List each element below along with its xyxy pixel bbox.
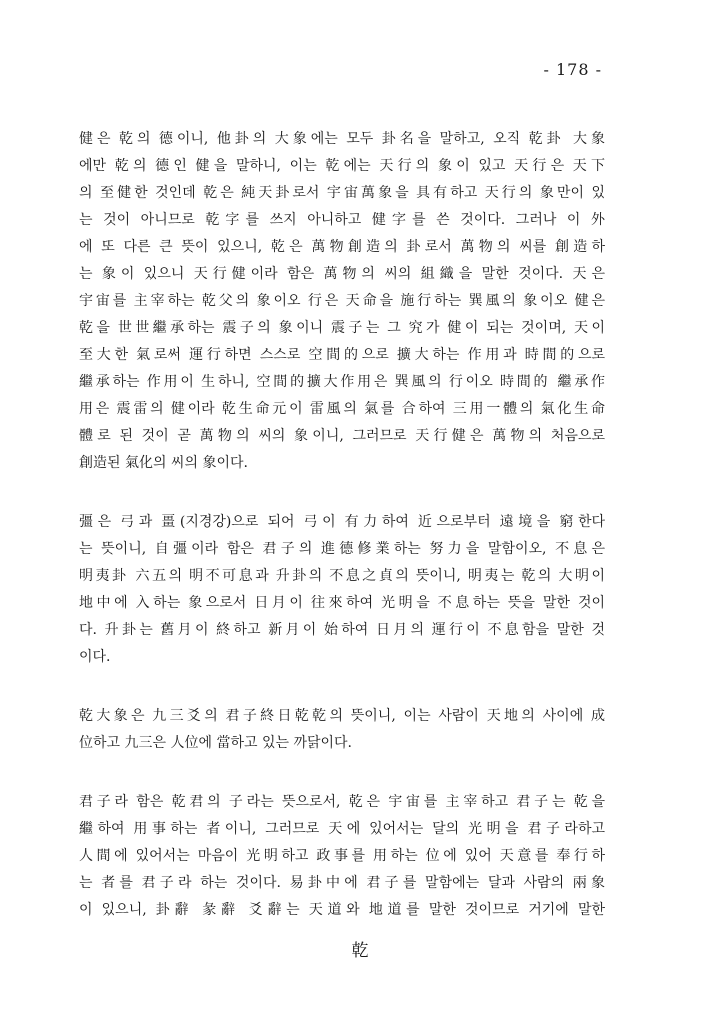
body-text	[79, 126, 605, 956]
text-line: 人間에 있어서는 마음이 光明하고 政事를 用하는 位에 있어 天意를 奉行하	[79, 848, 605, 864]
text-line: 體로 된 것이 곧 萬物의 씨의 象이니, 그러므로 天行健은 萬物의 처음으로	[79, 428, 605, 444]
text-line: 는 것이 아니므로 乾字를 쓰지 아니하고 健字를 쓴 것이다. 그러나 이 外	[79, 212, 605, 228]
text-line: 는 뜻이니, 自彊이라 함은 君子의 進德修業하는 努力을 말함이오, 不息은	[79, 541, 605, 557]
text-line: 는 象이 있으니 天行健이라 함은 萬物의 씨의 組織을 말한 것이다. 天은	[79, 266, 605, 282]
text-line: 君子라 함은 乾君의 子라는 뜻으로서, 乾은 宇宙를 主宰하고 君子는 乾을	[79, 794, 605, 810]
text-line: 에 또 다른 큰 뜻이 있으니, 乾은 萬物創造의 卦로서 萬物의 씨를 創造하	[79, 239, 605, 255]
text-line: 다. 升卦는 舊月이 終하고 新月이 始하여 日月의 運行이 不息함을 말한 것	[79, 622, 605, 638]
running-footer: 乾	[351, 941, 369, 961]
text-line: 至大한 氣로써 運行하면 스스로 空間的으로 擴大하는 作用과 時間的으로	[79, 347, 605, 363]
text-line: 繼承하는 作用이 生하니, 空間的擴大作用은 巽風의 行이오 時間的 繼承作	[79, 374, 605, 390]
text-line: 健은 乾의 德이니, 他卦의 大象에는 모두 卦名을 말하고, 오직 乾卦 大象	[79, 131, 605, 147]
text-line: 乾大象은 九三爻의 君子終日乾乾의 뜻이니, 이는 사람이 天地의 사이에 成	[79, 708, 605, 724]
text-line: 의 至健한 것인데 乾은 純天卦로서 宇宙萬象을 具有하고 天行의 象만이 있	[79, 185, 605, 201]
paragraph-2	[79, 509, 605, 671]
text-line: 位하고 九三은 人位에 當하고 있는 까닭이다.	[79, 735, 352, 751]
page-number: - 178 -	[543, 60, 602, 79]
text-line: 에만 乾의 德인 健을 말하니, 이는 乾에는 天行의 象이 있고 天行은 天下	[79, 158, 605, 174]
text-line: 이다.	[79, 649, 111, 665]
text-line: 이 있으니, 卦辭 彖辭 爻辭는 天道와 地道를 말한 것이므로 거기에 말한	[79, 902, 605, 918]
text-line: 繼하여 用事하는 者이니, 그러므로 天에 있어서는 달의 光明을 君子라하고	[79, 821, 605, 837]
text-line: 는 者를 君子라 하는 것이다. 易卦中에 君子를 말함에는 달과 사람의 兩象	[79, 875, 605, 891]
text-line: 宇宙를 主宰하는 乾父의 象이오 行은 天命을 施行하는 巽風의 象이오 健은	[79, 293, 605, 309]
text-line: 乾을 世世繼承하는 震子의 象이니 震子는 그 究가 健이 되는 것이며, 天이	[79, 320, 605, 336]
paragraph-4	[79, 789, 605, 924]
paragraph-1	[79, 126, 605, 477]
text-line: 彊은 弓과 畺(지경강)으로 되어 弓이 有力하여 近으로부터 遠境을 窮한다	[79, 514, 605, 530]
text-line: 用은 震雷의 健이라 乾生命元이 雷風의 氣를 合하여 三用一體의 氣化生命	[79, 401, 605, 417]
paragraph-3	[79, 703, 605, 757]
text-line: 地中에 入하는 象으로서 日月이 往來하여 光明을 不息하는 뜻을 말한 것이	[79, 595, 605, 611]
text-line: 明夷卦 六五의 明不可息과 升卦의 不息之貞의 뜻이니, 明夷는 乾의 大明이	[79, 568, 605, 584]
text-line: 創造된 氣化의 씨의 象이다.	[79, 455, 248, 471]
